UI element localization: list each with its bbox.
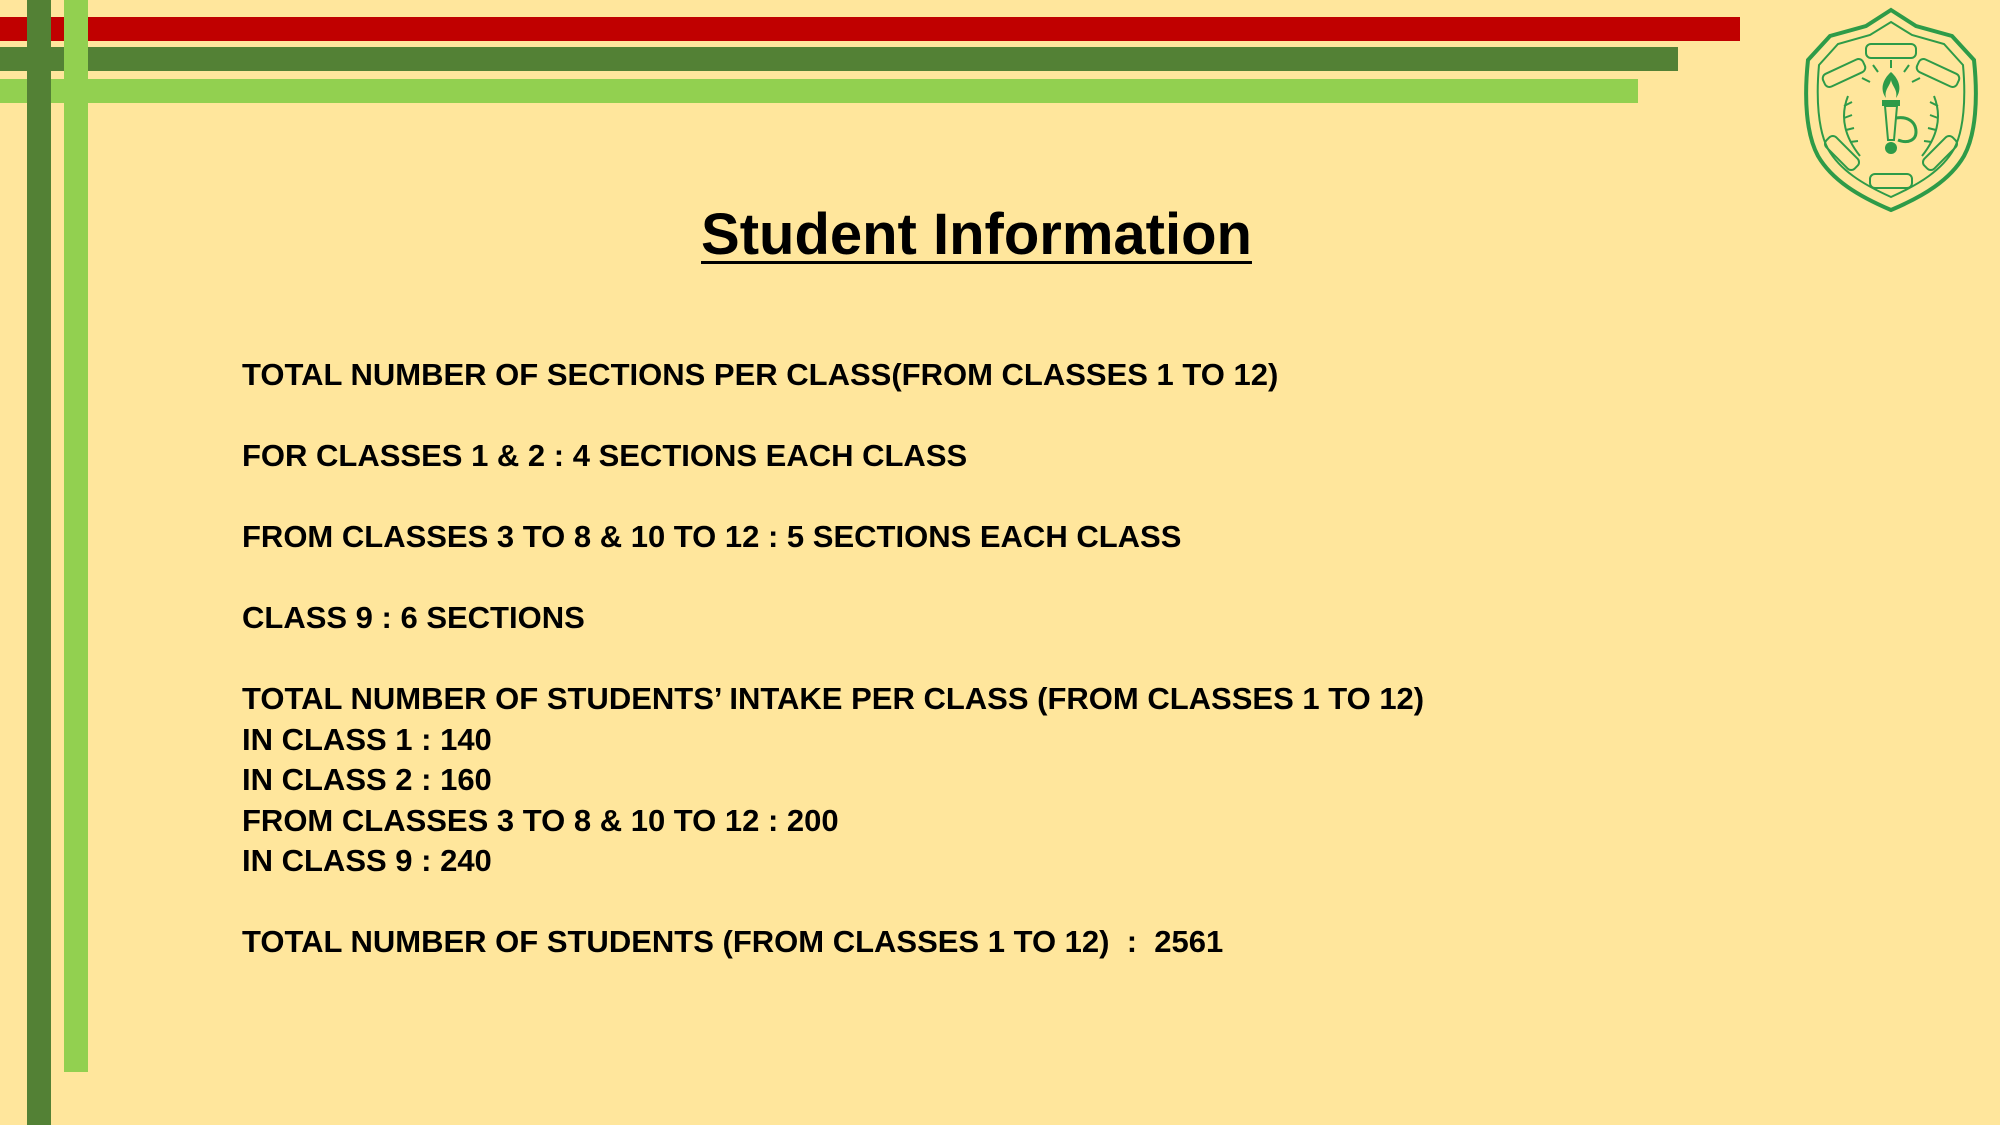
light-green-horizontal-stripe	[0, 79, 1638, 103]
intake-line: IN CLASS 2 : 160	[242, 762, 492, 797]
total-students-line: TOTAL NUMBER OF STUDENTS (FROM CLASSES 1 TO 12) : 2561	[242, 924, 1224, 959]
intake-line: IN CLASS 9 : 240	[242, 843, 492, 878]
intake-heading: TOTAL NUMBER OF STUDENTS’ INTAKE PER CLASS (FROM CLASSES 1 TO 12)	[242, 681, 1425, 716]
dark-green-horizontal-stripe	[0, 47, 1678, 71]
sections-heading: TOTAL NUMBER OF SECTIONS PER CLASS(FROM CLASSES 1 TO 12)	[242, 357, 1279, 392]
slide-body	[242, 355, 1842, 963]
sections-line: CLASS 9 : 6 SECTIONS	[242, 600, 585, 635]
sections-line: FROM CLASSES 3 TO 8 & 10 TO 12 : 5 SECTIONS EACH CLASS	[242, 519, 1182, 554]
slide-title: Student Information	[701, 202, 1252, 267]
sections-line: FOR CLASSES 1 & 2 : 4 SECTIONS EACH CLASS	[242, 438, 968, 473]
school-crest-icon	[1800, 6, 1982, 214]
light-green-vertical-stripe	[64, 0, 88, 1072]
dark-green-vertical-stripe	[27, 0, 51, 1125]
red-horizontal-stripe	[0, 17, 1740, 41]
intake-line: FROM CLASSES 3 TO 8 & 10 TO 12 : 200	[242, 802, 839, 838]
intake-line: IN CLASS 1 : 140	[242, 721, 492, 757]
